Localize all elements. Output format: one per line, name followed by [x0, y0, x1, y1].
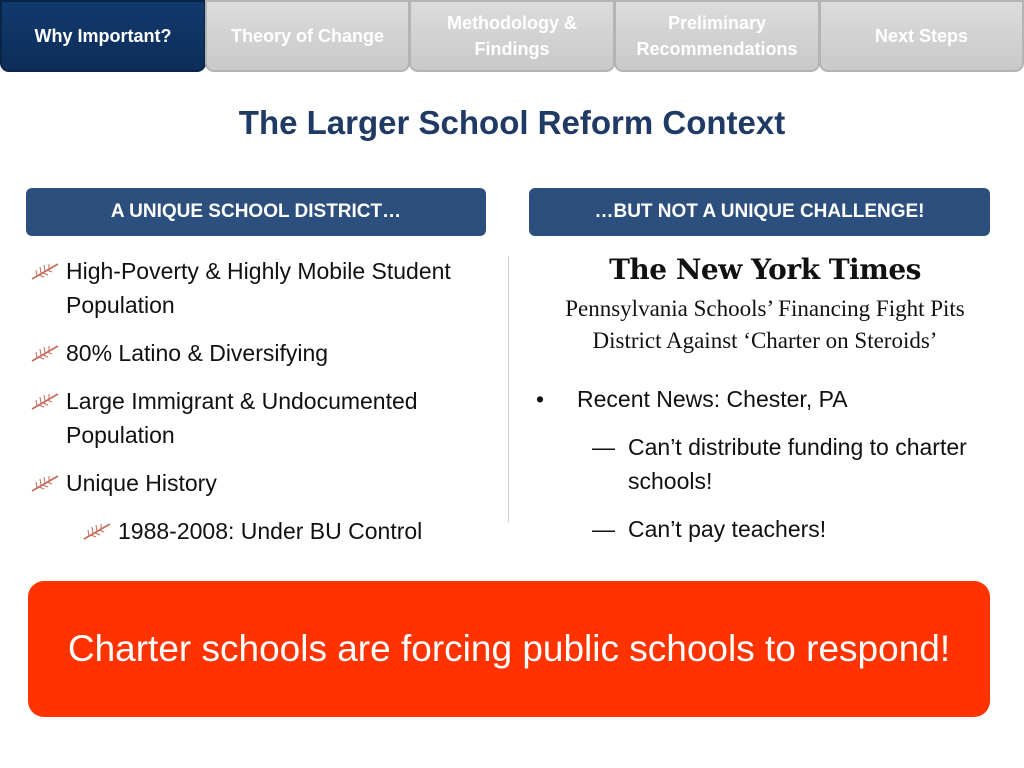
list-item — [82, 514, 500, 548]
tab-next-steps[interactable] — [819, 0, 1024, 72]
feather-bullet-icon — [82, 521, 114, 541]
feather-bullet-icon — [30, 473, 62, 493]
tab-label: Methodology & Findings — [447, 13, 577, 59]
list-item — [536, 512, 1006, 546]
bullet-text: Large Immigrant & Undocumented Population — [66, 388, 418, 448]
tab-label: Why Important? — [34, 26, 172, 46]
bullet-text: Unique History — [66, 470, 217, 496]
feather-bullet-icon — [30, 391, 62, 411]
bullet-text: 1988-2008: Under BU Control — [118, 518, 423, 544]
feather-bullet-icon — [30, 343, 62, 363]
callout-banner: Charter schools are forcing public schools to respond! — [28, 581, 990, 717]
news-subitem: Can’t distribute funding to charter schools! — [628, 434, 967, 494]
page-title: The Larger School Reform Context — [238, 104, 786, 141]
tab-label: Theory of Change — [230, 26, 384, 46]
list-item — [536, 382, 1006, 416]
news-list — [536, 382, 1006, 560]
news-label: Recent News: Chester, PA — [577, 386, 848, 412]
bullet-text: 80% Latino & Diversifying — [66, 340, 329, 366]
news-headline: Pennsylvania Schools’ Financing Fight Pits District Against ‘Charter on Steroids’ — [565, 296, 965, 353]
tab-theory-of-change[interactable] — [205, 0, 410, 72]
bullet-dot: • — [536, 386, 545, 412]
tab-label: Next Steps — [874, 26, 969, 46]
dash-bullet: — — [592, 434, 615, 460]
list-item — [536, 430, 1006, 498]
feather-bullet-icon — [30, 261, 62, 281]
tab-preliminary-recommendations[interactable] — [614, 0, 820, 72]
list-item — [30, 384, 500, 452]
nav-tabs — [0, 0, 1024, 76]
tab-methodology-findings[interactable] — [409, 0, 615, 72]
dash-bullet: — — [592, 516, 615, 542]
nyt-logo: The New York Times — [609, 253, 921, 286]
news-subitem: Can’t pay teachers! — [628, 516, 827, 542]
bullet-text: High-Poverty & Highly Mobile Student Population — [66, 258, 451, 318]
list-item — [30, 336, 500, 370]
left-column-header: A UNIQUE SCHOOL DISTRICT… — [26, 188, 486, 236]
tab-label: Preliminary Recommendations — [636, 13, 798, 59]
left-bullet-list — [30, 254, 500, 562]
column-divider — [508, 256, 509, 522]
list-item — [30, 466, 500, 500]
tab-why-important[interactable] — [0, 0, 206, 72]
right-column-header: …BUT NOT A UNIQUE CHALLENGE! — [529, 188, 990, 236]
list-item — [30, 254, 500, 322]
